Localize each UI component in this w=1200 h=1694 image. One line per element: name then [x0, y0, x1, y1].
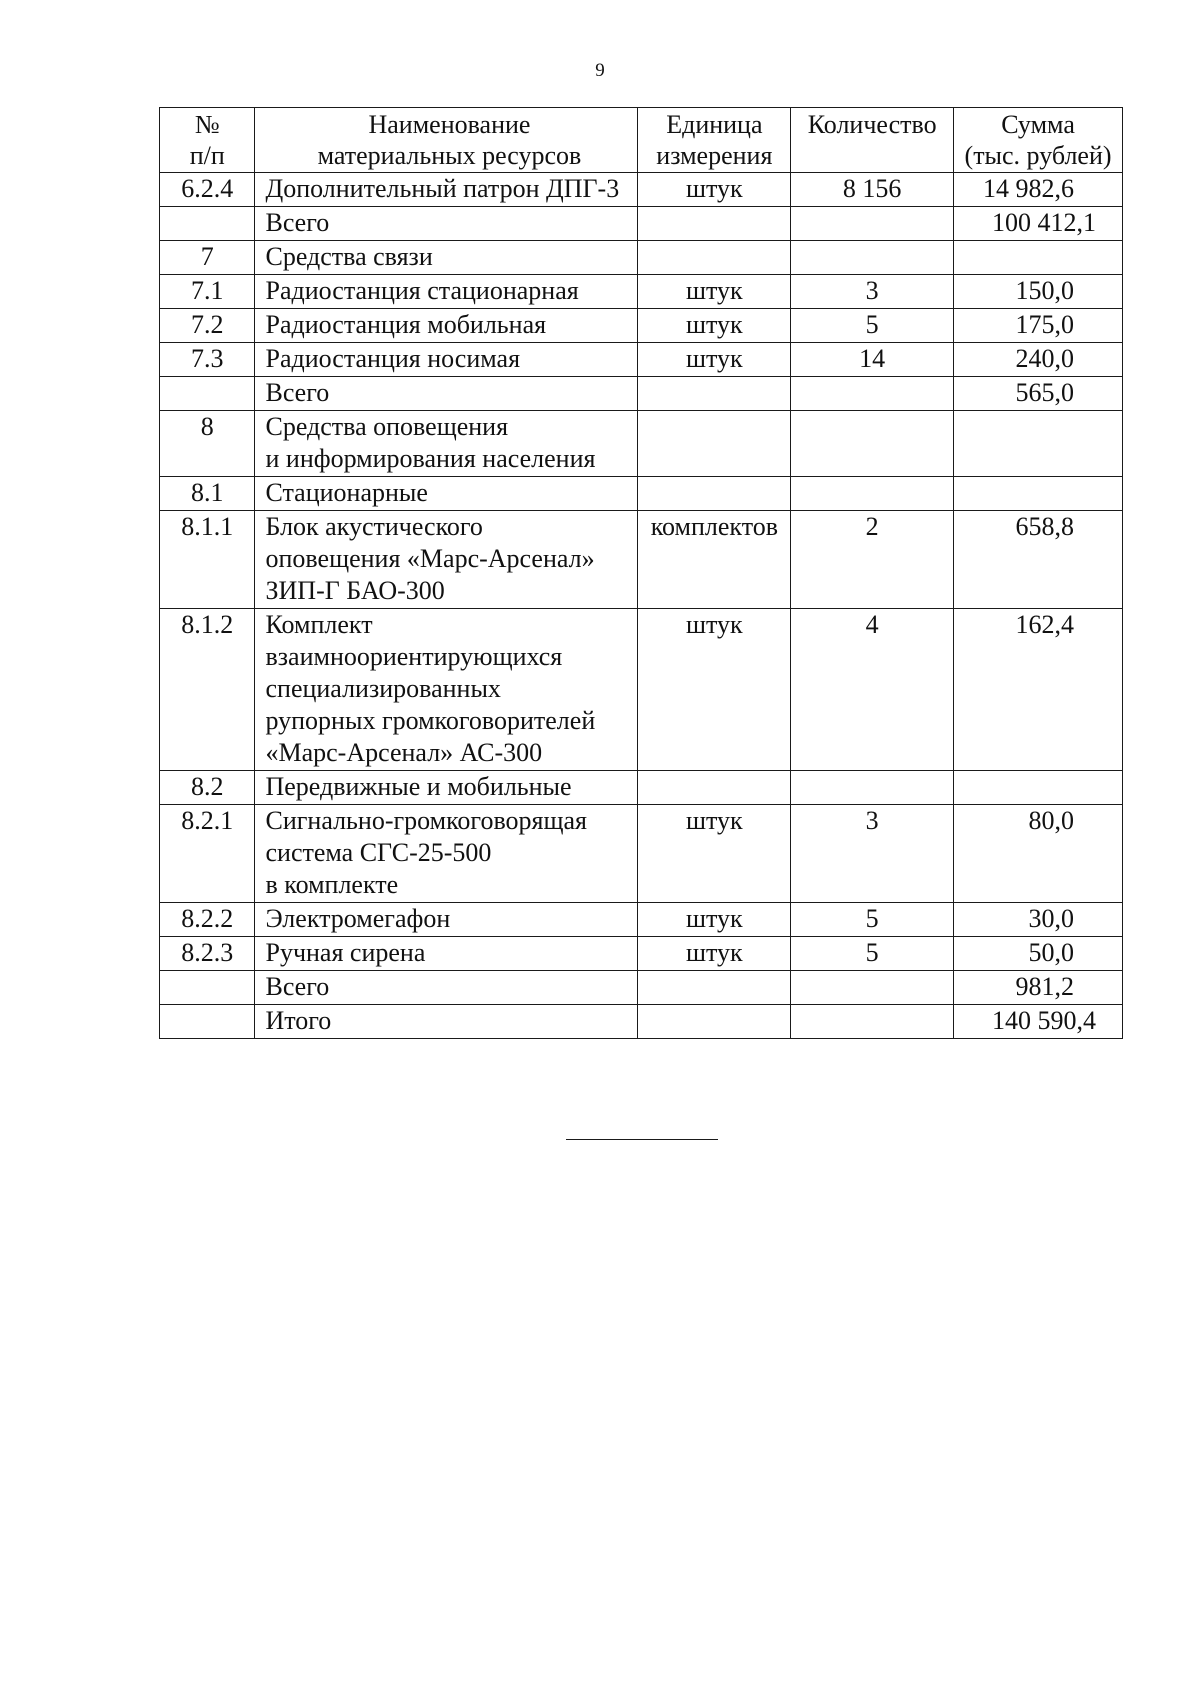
row-num: 6.2.4	[160, 173, 255, 207]
header-num-line2: п/п	[189, 141, 225, 170]
row-name: Дополнительный патрон ДПГ-3	[255, 173, 638, 207]
row-name	[255, 805, 638, 903]
end-of-document-rule	[566, 1139, 718, 1140]
row-sum: 100 412,1	[954, 207, 1123, 241]
row-name-line: и информирования населения	[265, 444, 596, 473]
table-row	[160, 309, 1123, 343]
row-unit: штук	[638, 275, 791, 309]
row-unit: штук	[638, 173, 791, 207]
header-unit	[638, 108, 791, 173]
row-name: Средства связи	[255, 241, 638, 275]
row-sum: 981,2	[954, 971, 1123, 1005]
row-sum: 565,0	[954, 377, 1123, 411]
row-qty: 8 156	[791, 173, 954, 207]
row-sum: 50,0	[954, 937, 1123, 971]
row-qty: 4	[791, 609, 954, 771]
row-name-line: оповещения «Марс-Арсенал»	[265, 544, 595, 573]
row-name: Электромегафон	[255, 903, 638, 937]
table-row	[160, 343, 1123, 377]
row-sum: 240,0	[954, 343, 1123, 377]
table-row-subtotal	[160, 207, 1123, 241]
row-num: 7.3	[160, 343, 255, 377]
row-name-line: специализированных	[265, 674, 501, 703]
table-row-section	[160, 241, 1123, 275]
table-row-subtotal	[160, 971, 1123, 1005]
table-row-grand-total	[160, 1005, 1123, 1039]
row-sum	[954, 411, 1123, 477]
row-unit: штук	[638, 343, 791, 377]
row-name: Радиостанция мобильная	[255, 309, 638, 343]
row-name-line: ЗИП-Г БАО-300	[265, 576, 445, 605]
row-qty	[791, 477, 954, 511]
row-unit	[638, 411, 791, 477]
row-sum: 175,0	[954, 309, 1123, 343]
table-row	[160, 173, 1123, 207]
row-num	[160, 377, 255, 411]
row-name-line: Блок акустического	[265, 512, 483, 541]
row-qty	[791, 411, 954, 477]
row-unit	[638, 1005, 791, 1039]
row-unit: штук	[638, 609, 791, 771]
row-sum: 14 982,6	[954, 173, 1123, 207]
row-num: 7	[160, 241, 255, 275]
row-num	[160, 207, 255, 241]
row-name-line: рупорных громкоговорителей	[265, 706, 596, 735]
table-row-subtotal	[160, 377, 1123, 411]
header-name	[255, 108, 638, 173]
header-sum-line2: (тыс. рублей)	[964, 141, 1112, 170]
row-sum: 140 590,4	[954, 1005, 1123, 1039]
row-qty: 14	[791, 343, 954, 377]
row-unit	[638, 771, 791, 805]
row-unit	[638, 477, 791, 511]
row-unit: комплектов	[638, 511, 791, 609]
row-unit	[638, 241, 791, 275]
row-name-line: «Марс-Арсенал» АС-300	[265, 738, 543, 767]
row-unit: штук	[638, 309, 791, 343]
table-row	[160, 805, 1123, 903]
row-name: Всего	[255, 377, 638, 411]
row-name	[255, 411, 638, 477]
row-sum: 658,8	[954, 511, 1123, 609]
header-sum-line1: Сумма	[1001, 110, 1075, 139]
row-qty: 3	[791, 805, 954, 903]
row-qty	[791, 971, 954, 1005]
row-name: Всего	[255, 971, 638, 1005]
row-qty	[791, 241, 954, 275]
table-row	[160, 903, 1123, 937]
row-qty: 5	[791, 309, 954, 343]
row-num: 8.2.3	[160, 937, 255, 971]
row-sum	[954, 477, 1123, 511]
table-row	[160, 937, 1123, 971]
header-name-line1: Наименование	[368, 110, 531, 139]
table-row	[160, 511, 1123, 609]
row-qty	[791, 1005, 954, 1039]
header-unit-line1: Единица	[666, 110, 763, 139]
row-name	[255, 609, 638, 771]
row-num: 8	[160, 411, 255, 477]
row-num: 8.1.2	[160, 609, 255, 771]
header-sum	[954, 108, 1123, 173]
header-num	[160, 108, 255, 173]
header-num-line1: №	[194, 110, 220, 139]
row-unit	[638, 971, 791, 1005]
row-qty: 3	[791, 275, 954, 309]
row-qty	[791, 771, 954, 805]
row-sum: 162,4	[954, 609, 1123, 771]
header-qty: Количество	[791, 108, 954, 173]
row-num: 7.2	[160, 309, 255, 343]
row-num	[160, 1005, 255, 1039]
row-qty: 5	[791, 903, 954, 937]
row-num: 8.2.1	[160, 805, 255, 903]
row-name	[255, 511, 638, 609]
table-row	[160, 275, 1123, 309]
row-num: 7.1	[160, 275, 255, 309]
row-name: Радиостанция стационарная	[255, 275, 638, 309]
table-row-section	[160, 411, 1123, 477]
row-unit	[638, 207, 791, 241]
page-number: 9	[595, 60, 605, 81]
row-name: Передвижные и мобильные	[255, 771, 638, 805]
row-sum: 80,0	[954, 805, 1123, 903]
row-qty: 2	[791, 511, 954, 609]
row-num: 8.1	[160, 477, 255, 511]
row-sum: 150,0	[954, 275, 1123, 309]
row-unit: штук	[638, 805, 791, 903]
header-unit-line2: измерения	[656, 141, 773, 170]
row-unit	[638, 377, 791, 411]
row-name-line: Комплект	[265, 610, 373, 639]
row-name-line: взаимноориентирующихся	[265, 642, 563, 671]
table-row	[160, 609, 1123, 771]
header-name-line2: материальных ресурсов	[317, 141, 582, 170]
table-header-row	[160, 108, 1123, 173]
row-name-line: Средства оповещения	[265, 412, 509, 441]
row-name-line: в комплекте	[265, 870, 399, 899]
resources-table	[159, 107, 1123, 1039]
row-name: Ручная сирена	[255, 937, 638, 971]
row-name: Всего	[255, 207, 638, 241]
row-num: 8.1.1	[160, 511, 255, 609]
row-qty	[791, 207, 954, 241]
row-qty	[791, 377, 954, 411]
row-num: 8.2	[160, 771, 255, 805]
row-sum	[954, 771, 1123, 805]
table-row-section	[160, 477, 1123, 511]
row-num	[160, 971, 255, 1005]
row-name: Итого	[255, 1005, 638, 1039]
row-sum	[954, 241, 1123, 275]
row-name-line: система СГС-25-500	[265, 838, 492, 867]
row-unit: штук	[638, 937, 791, 971]
table-row-section	[160, 771, 1123, 805]
row-name: Радиостанция носимая	[255, 343, 638, 377]
row-name-line: Сигнально-громкоговорящая	[265, 806, 588, 835]
row-sum: 30,0	[954, 903, 1123, 937]
row-unit: штук	[638, 903, 791, 937]
row-qty: 5	[791, 937, 954, 971]
row-num: 8.2.2	[160, 903, 255, 937]
row-name: Стационарные	[255, 477, 638, 511]
